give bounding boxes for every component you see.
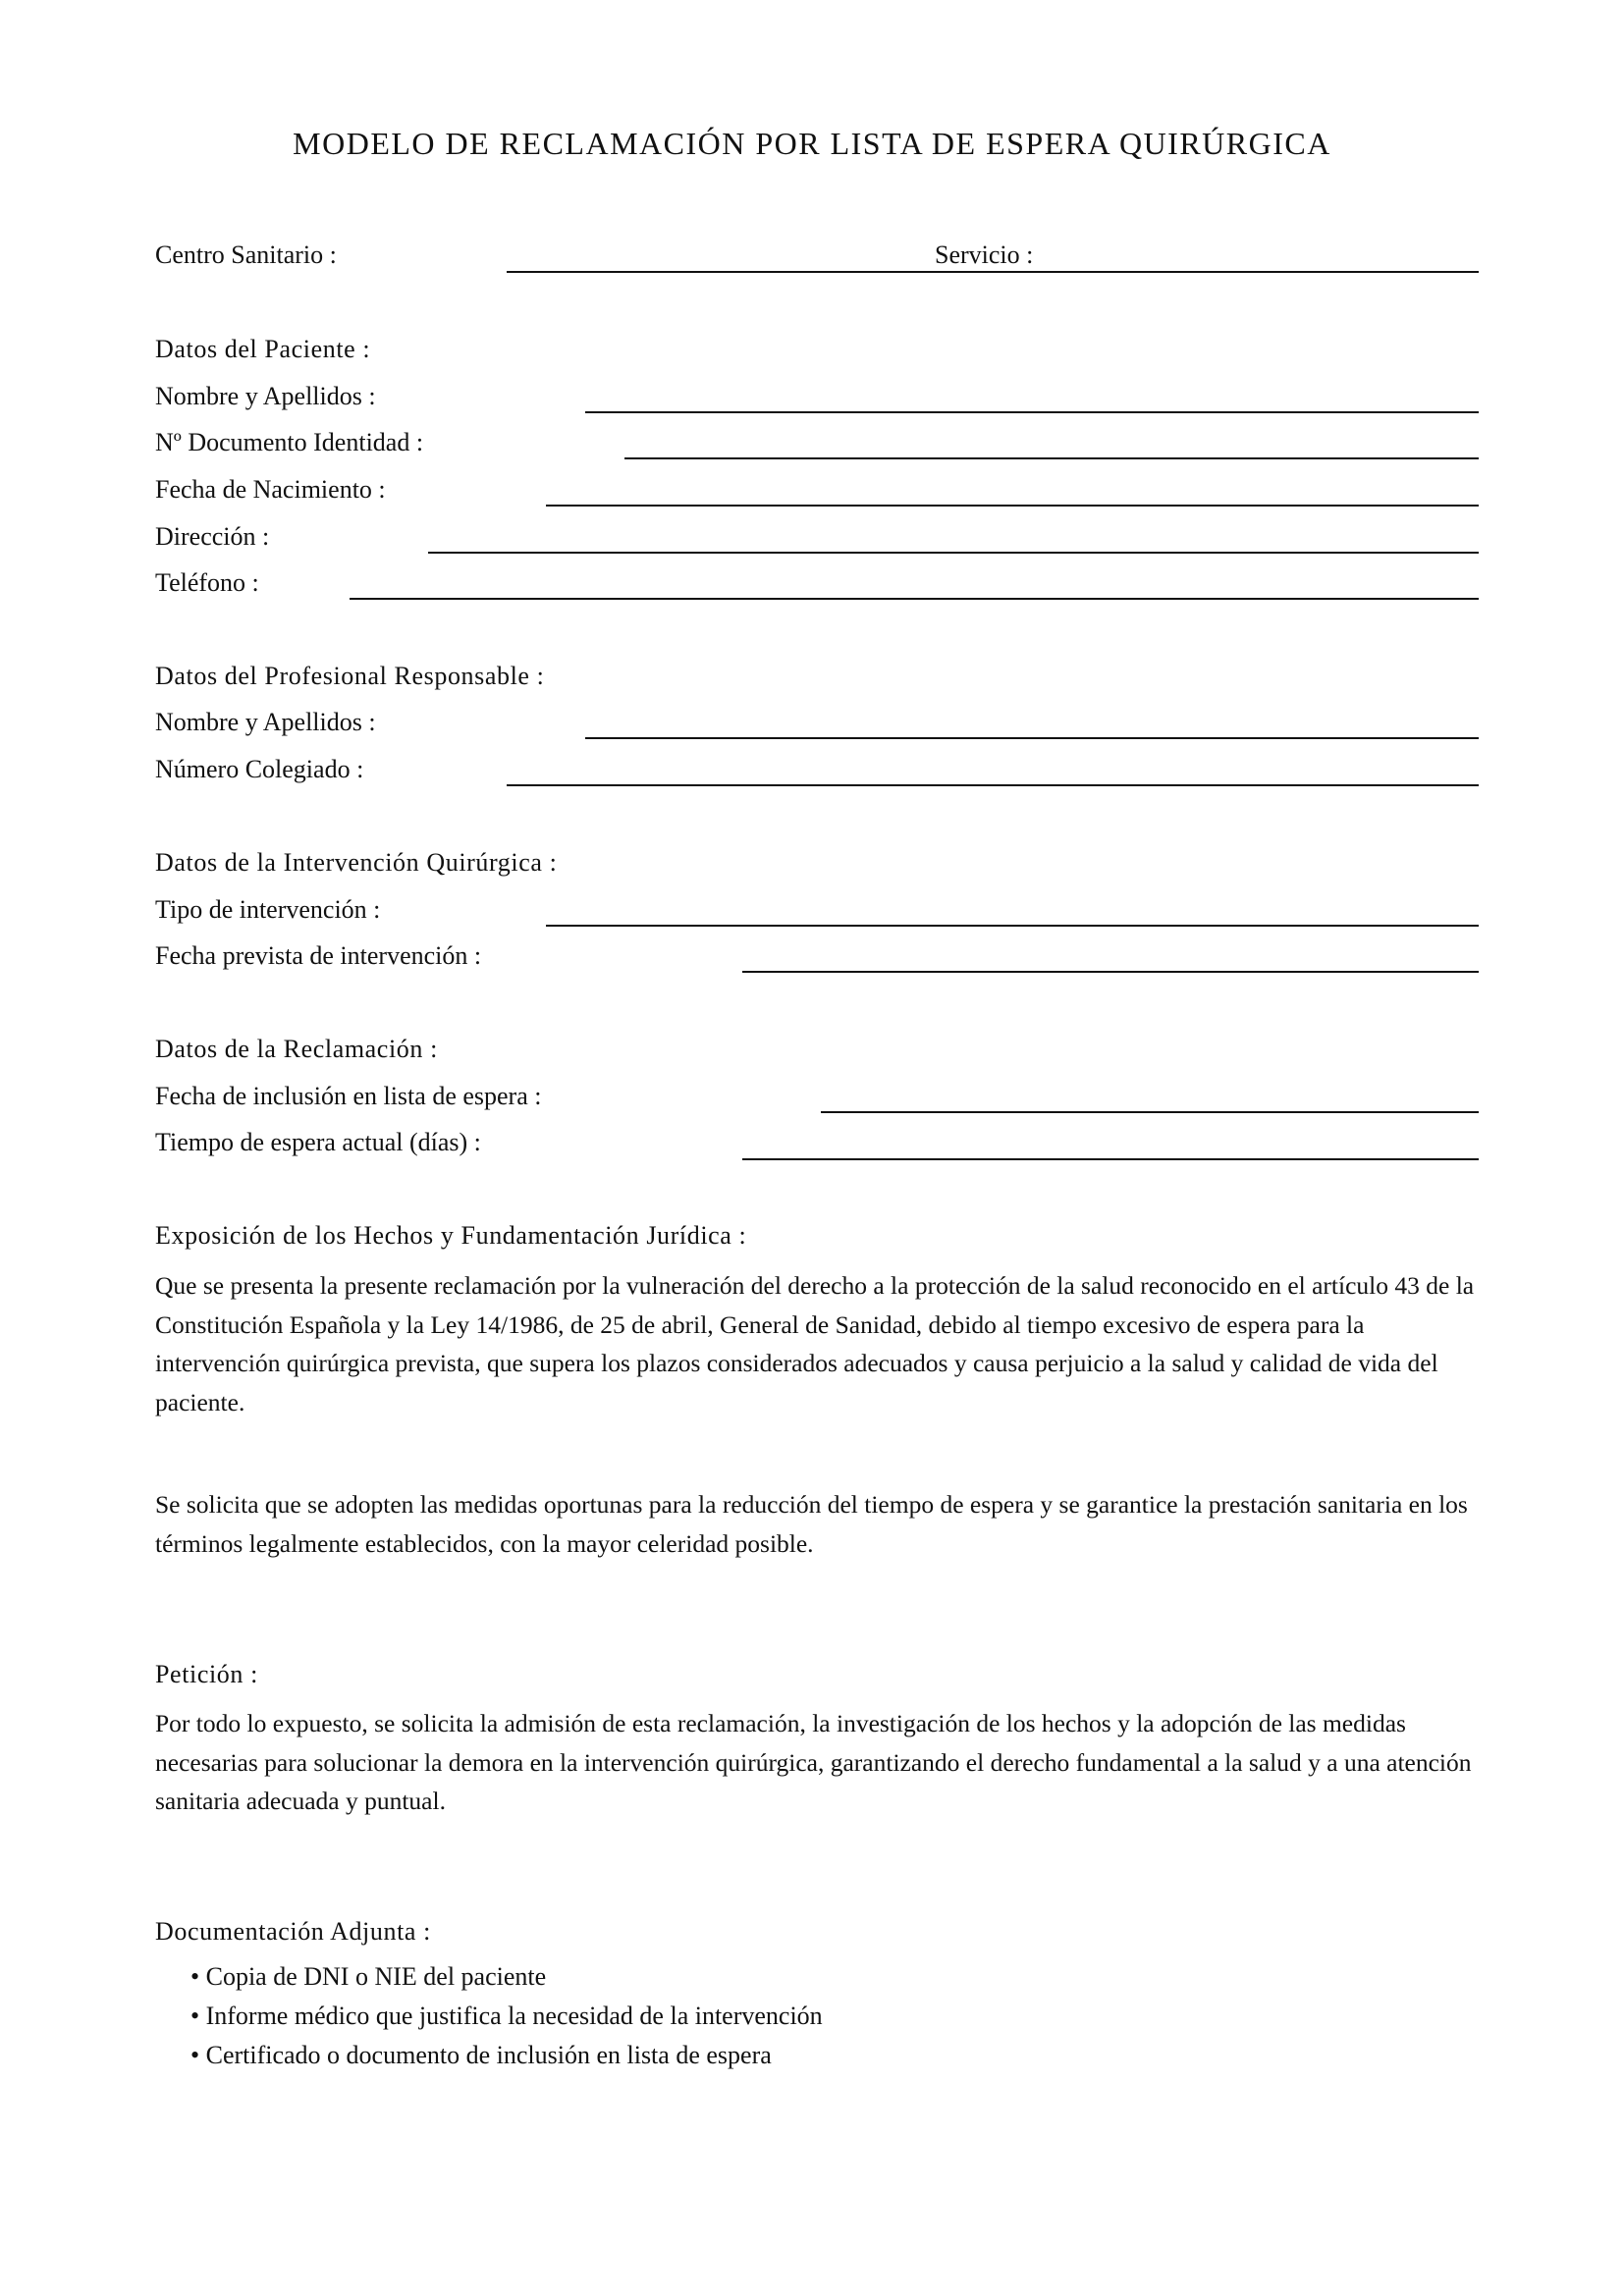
paciente-direccion-field-line[interactable] xyxy=(428,552,1479,554)
exposicion-paragraph-2: Se solicita que se adopten las medidas oportunas para la reducción del tiempo de espera y se garantice la prestación sanitaria en los términos legalmente establecidos, con la mayor celeridad posible. xyxy=(155,1490,1468,1558)
paciente-nombre-label: Nombre y Apellidos : xyxy=(155,382,376,410)
paciente-telefono-label: Teléfono : xyxy=(155,568,259,597)
paciente-nacimiento-label: Fecha de Nacimiento : xyxy=(155,475,386,504)
document-title: MODELO DE RECLAMACIÓN POR LISTA DE ESPERA QUIRÚRGICA xyxy=(293,126,1331,161)
exposicion-paragraph-1: Que se presenta la presente reclamación por la vulneración del derecho a la protección de la salud reconocido en el artículo 43 de la Constitución Española y la Ley 14/1986, de 25 de abril, General de Sanidad, debido al tiempo excesivo de espera para la intervención quirúrgica prevista, que supera los plazos considerados adecuados y causa perjuicio a la salud y calidad de vida del paciente. xyxy=(155,1271,1475,1416)
intervencion-heading: Datos de la Intervención Quirúrgica : xyxy=(155,848,558,877)
profesional-nombre-label: Nombre y Apellidos : xyxy=(155,708,376,736)
profesional-colegiado-field-line[interactable] xyxy=(507,784,1479,786)
intervencion-tipo-field-line[interactable] xyxy=(546,925,1479,927)
intervencion-fecha-label: Fecha prevista de intervención : xyxy=(155,941,482,970)
intervencion-fecha-field-line[interactable] xyxy=(742,971,1479,973)
reclamacion-inclusion-field-line[interactable] xyxy=(821,1111,1479,1113)
profesional-colegiado-label: Número Colegiado : xyxy=(155,755,364,783)
peticion-heading: Petición : xyxy=(155,1660,258,1688)
reclamacion-tiempo-label: Tiempo de espera actual (días) : xyxy=(155,1128,481,1156)
documentacion-item: • Certificado o documento de inclusión en lista de espera xyxy=(190,2036,823,2075)
centro-sanitario-label: Centro Sanitario : xyxy=(155,240,337,269)
paciente-nombre-field-line[interactable] xyxy=(585,411,1479,413)
intervencion-tipo-label: Tipo de intervención : xyxy=(155,895,381,924)
centro-servicio-field-line[interactable] xyxy=(507,271,1479,273)
profesional-heading: Datos del Profesional Responsable : xyxy=(155,662,545,690)
documentacion-heading: Documentación Adjunta : xyxy=(155,1917,431,1946)
paciente-telefono-field-line[interactable] xyxy=(350,598,1479,600)
peticion-paragraph: Por todo lo expuesto, se solicita la admisión de esta reclamación, la investigación de los hechos y la adopción de las medidas necesarias para solucionar la demora en la intervención quirúrgica, garantizando el derecho fundamental a la salud y a una atención sanitaria adecuada y puntual. xyxy=(155,1709,1472,1815)
paciente-documento-field-line[interactable] xyxy=(624,457,1479,459)
paciente-heading: Datos del Paciente : xyxy=(155,335,371,363)
documentacion-item: • Informe médico que justifica la necesidad de la intervención xyxy=(190,1997,823,2036)
documentacion-item: • Copia de DNI o NIE del paciente xyxy=(190,1957,823,1997)
paciente-direccion-label: Dirección : xyxy=(155,522,270,551)
reclamacion-heading: Datos de la Reclamación : xyxy=(155,1035,438,1063)
servicio-label: Servicio : xyxy=(935,240,1034,269)
reclamacion-inclusion-label: Fecha de inclusión en lista de espera : xyxy=(155,1082,542,1110)
paciente-nacimiento-field-line[interactable] xyxy=(546,505,1479,507)
documentacion-list xyxy=(190,1957,823,2075)
profesional-nombre-field-line[interactable] xyxy=(585,737,1479,739)
reclamacion-tiempo-field-line[interactable] xyxy=(742,1158,1479,1160)
exposicion-heading: Exposición de los Hechos y Fundamentación Jurídica : xyxy=(155,1221,747,1250)
paciente-documento-label: Nº Documento Identidad : xyxy=(155,428,424,456)
